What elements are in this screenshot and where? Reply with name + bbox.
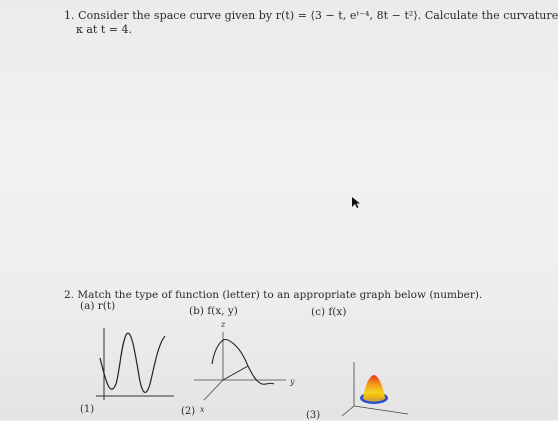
graph-2-position-vector bbox=[223, 366, 248, 380]
graph-2-y-label: y bbox=[290, 377, 295, 386]
graph-3 bbox=[330, 356, 420, 418]
graph-2-x-axis bbox=[204, 380, 223, 400]
graph-2-z-label: z bbox=[221, 320, 226, 329]
option-c: (c) f(x) bbox=[311, 306, 347, 318]
question-1-line-1: Consider the space curve given by r(t) = ⟨3 − t, eᵗ⁻⁴, 8t − t²⟩. Calculate the curvature bbox=[78, 9, 558, 22]
graph-3-y-axis bbox=[354, 406, 408, 414]
question-1-text bbox=[64, 9, 558, 22]
graph-2 bbox=[190, 318, 310, 414]
question-1-number: 1. bbox=[64, 9, 75, 22]
option-b: (b) f(x, y) bbox=[189, 305, 238, 317]
graph-2-label: (2) bbox=[181, 406, 196, 417]
question-2-number: 2. bbox=[64, 289, 75, 301]
graph-3-x-axis bbox=[342, 406, 354, 416]
graph-1-label: (1) bbox=[80, 404, 95, 415]
graph-1 bbox=[90, 322, 180, 404]
graph-3-label: (3) bbox=[306, 410, 321, 421]
question-2-text bbox=[64, 289, 482, 301]
question-1-line-2: κ at t = 4. bbox=[76, 23, 132, 36]
graph-2-x-label: x bbox=[200, 405, 205, 414]
graph-1-curve bbox=[100, 333, 165, 392]
graph-2-curve bbox=[212, 339, 274, 384]
graph-3-surface-rim bbox=[363, 395, 385, 402]
option-a: (a) r(t) bbox=[80, 300, 116, 312]
mouse-cursor-icon bbox=[352, 197, 362, 209]
question-2-line-1: Match the type of function (letter) to an appropriate graph below (number). bbox=[77, 289, 483, 301]
